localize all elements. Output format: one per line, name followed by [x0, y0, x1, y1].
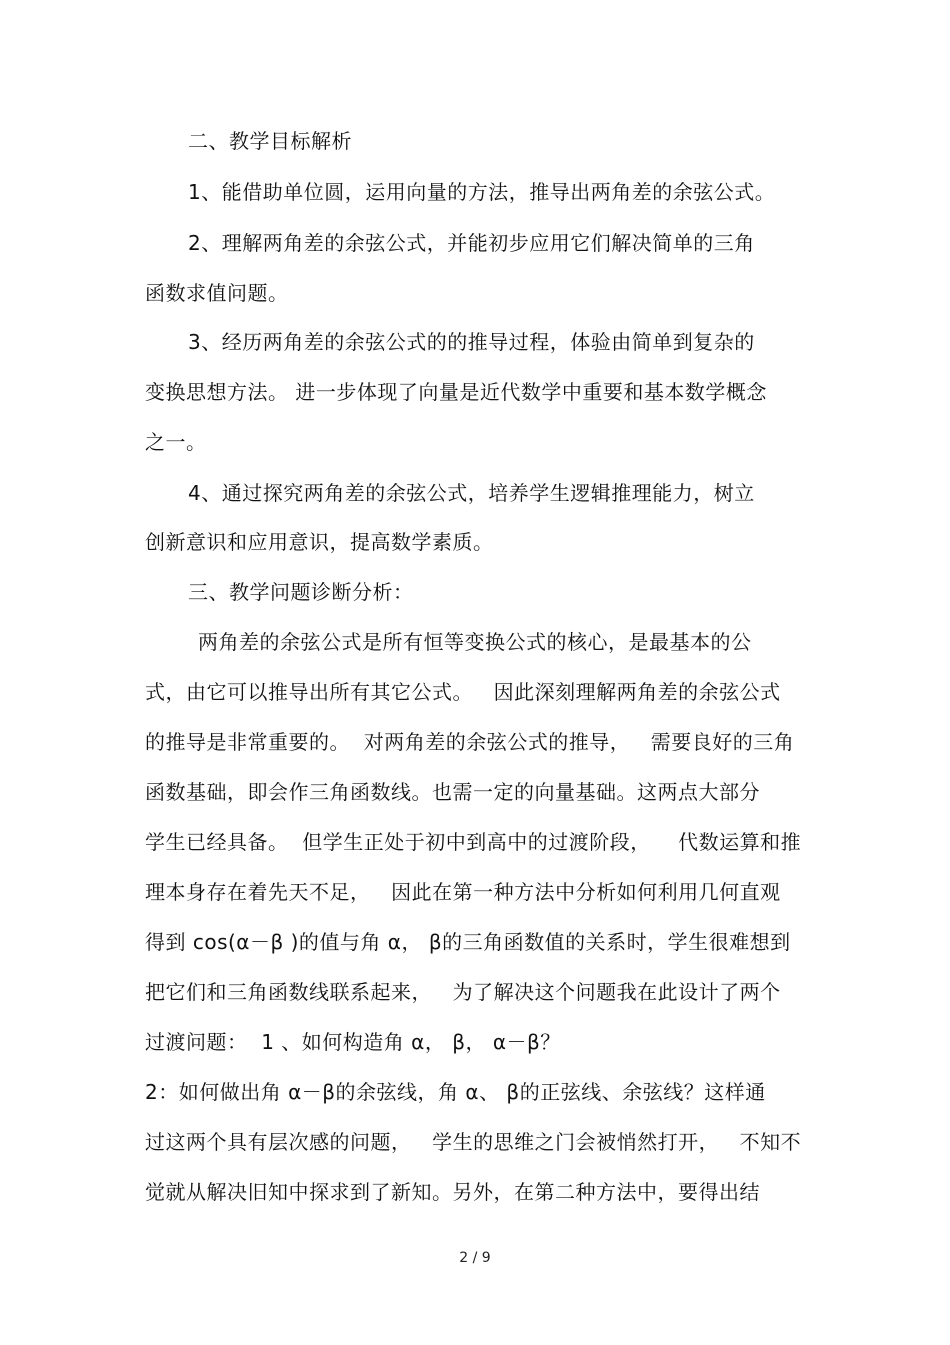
paragraph-line: 4、通过探究两角差的余弦公式，培养学生逻辑推理能力，树立 — [188, 481, 755, 505]
heading-problem-analysis: 三、教学问题诊断分析： — [188, 580, 414, 604]
paragraph-line: 学生已经具备。 但学生正处于初中到高中的过渡阶段， 代数运算和推 — [145, 830, 802, 854]
paragraph-line: 1、能借助单位圆，运用向量的方法，推导出两角差的余弦公式。 — [188, 180, 776, 204]
paragraph-line: 把它们和三角函数线联系起来， 为了解决这个问题我在此设计了两个 — [145, 980, 781, 1004]
paragraph-line: 过这两个具有层次感的问题， 学生的思维之门会被悄然打开， 不知不 — [145, 1130, 802, 1154]
paragraph-line: 函数求值问题。 — [145, 281, 289, 305]
paragraph-line: 函数基础，即会作三角函数线。也需一定的向量基础。这两点大部分 — [145, 780, 760, 804]
paragraph-line: 式，由它可以推导出所有其它公式。 因此深刻理解两角差的余弦公式 — [145, 680, 781, 704]
paragraph-line: 创新意识和应用意识，提高数学素质。 — [145, 530, 494, 554]
paragraph-line: 2：如何做出角 α－β的余弦线，角 α、 β的正弦线、余弦线？这样通 — [145, 1080, 766, 1104]
paragraph-line: 过渡问题： 1 、如何构造角 α， β， α－β？ — [145, 1030, 561, 1054]
paragraph-line: 的推导是非常重要的。 对两角差的余弦公式的推导， 需要良好的三角 — [145, 730, 795, 754]
heading-teaching-goals: 二、教学目标解析 — [188, 129, 352, 153]
page-number: 2 / 9 — [459, 1250, 491, 1266]
paragraph-line: 3、经历两角差的余弦公式的的推导过程，体验由简单到复杂的 — [188, 330, 755, 354]
paragraph-line: 2、理解两角差的余弦公式，并能初步应用它们解决简单的三角 — [188, 231, 755, 255]
paragraph-line: 得到 cos(α－β )的值与角 α， β的三角函数值的关系时，学生很难想到 — [145, 930, 791, 954]
paragraph-line: 两角差的余弦公式是所有恒等变换公式的核心，是最基本的公 — [198, 630, 752, 654]
paragraph-line: 变换思想方法。 进一步体现了向量是近代数学中重要和基本数学概念 — [145, 380, 767, 404]
paragraph-line: 之一。 — [145, 430, 207, 454]
paragraph-line: 理本身存在着先天不足， 因此在第一种方法中分析如何利用几何直观 — [145, 880, 781, 904]
paragraph-line: 觉就从解决旧知中探求到了新知。另外，在第二种方法中，要得出结 — [145, 1180, 760, 1204]
